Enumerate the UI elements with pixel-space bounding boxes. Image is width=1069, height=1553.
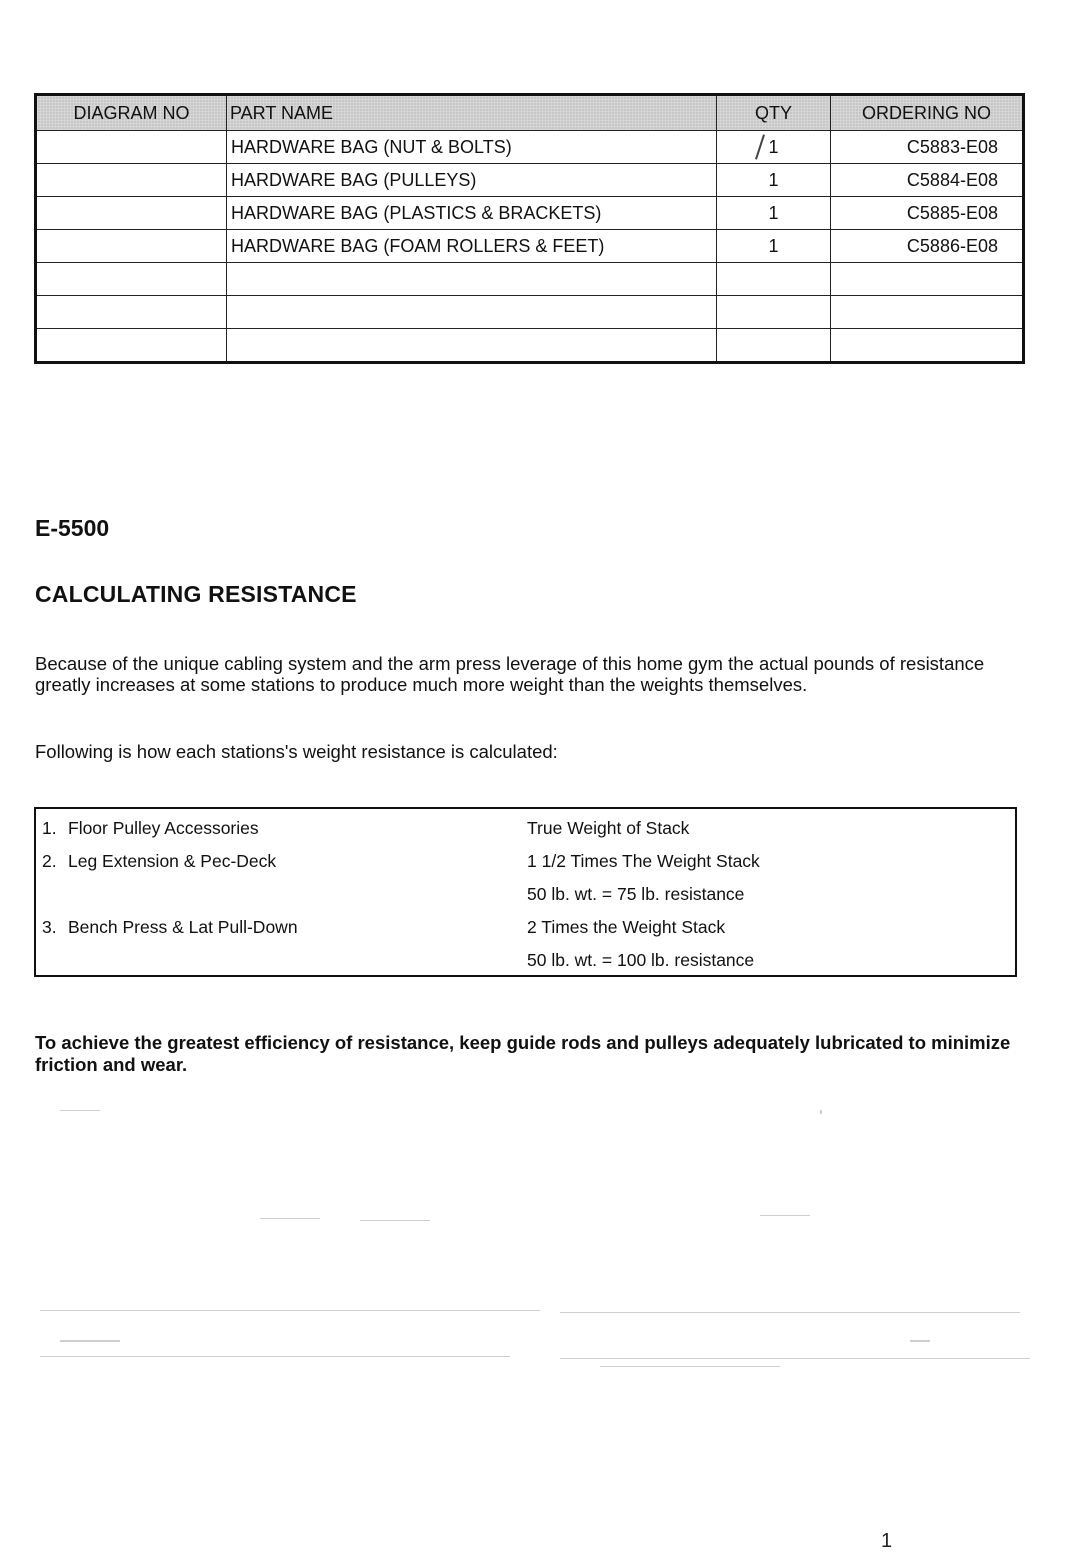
resistance-row: [36, 809, 1015, 842]
section-title: CALCULATING RESISTANCE: [35, 581, 357, 607]
station-number: 3.: [42, 917, 57, 937]
header-qty: QTY: [717, 95, 831, 131]
resistance-row: [36, 842, 1015, 875]
header-diagram-no: DIAGRAM NO: [36, 95, 227, 131]
cell-part-name: HARDWARE BAG (PLASTICS & BRACKETS): [227, 197, 717, 230]
cell-ordering-no: C5883-E08: [831, 131, 1024, 164]
page-number: 1: [881, 1530, 893, 1552]
station-name: Bench Press & Lat Pull-Down: [68, 917, 298, 937]
cell-part-name: [227, 263, 717, 296]
cell-diagram-no: [36, 230, 227, 263]
cell-ordering-no: [831, 329, 1024, 363]
station-cell: [42, 818, 259, 839]
header-part-name: PART NAME: [227, 95, 717, 131]
table-row: [36, 131, 1024, 164]
cell-diagram-no: [36, 296, 227, 329]
cell-qty-value: 1: [768, 136, 779, 157]
cell-ordering-no: C5886-E08: [831, 230, 1024, 263]
cell-part-name: HARDWARE BAG (PULLEYS): [227, 164, 717, 197]
resistance-calculation: 50 lb. wt. = 75 lb. resistance: [527, 884, 745, 904]
closing-paragraph: To achieve the greatest efficiency of resistance, keep guide rods and pulleys adequately lubricated to minimize friction and wear.: [35, 1032, 1011, 1075]
cell-diagram-no: [36, 263, 227, 296]
header-ordering-no: ORDERING NO: [831, 95, 1024, 131]
cell-qty: 1: [717, 197, 831, 230]
parts-table-header: [36, 95, 1024, 131]
cell-qty: 1: [717, 230, 831, 263]
station-name: Leg Extension & Pec-Deck: [68, 851, 277, 871]
cell-ordering-no: C5885-E08: [831, 197, 1024, 230]
cell-ordering-no: [831, 263, 1024, 296]
cell-part-name: [227, 329, 717, 363]
parts-table: [34, 93, 1025, 364]
station-cell: [42, 950, 68, 971]
resistance-calculation: 1 1/2 Times The Weight Stack: [527, 851, 760, 871]
model-number: E-5500: [35, 515, 110, 541]
cell-part-name: HARDWARE BAG (FOAM ROLLERS & FEET): [227, 230, 717, 263]
cell-qty: [717, 131, 831, 164]
station-cell: [42, 884, 68, 905]
resistance-table: [34, 807, 1017, 977]
station-cell: [42, 917, 298, 938]
station-cell: [42, 851, 276, 872]
resistance-calculation: True Weight of Stack: [527, 818, 690, 838]
cell-diagram-no: [36, 329, 227, 363]
cell-diagram-no: [36, 131, 227, 164]
table-row: [36, 230, 1024, 263]
cell-qty: [717, 329, 831, 363]
cell-qty: [717, 296, 831, 329]
cell-ordering-no: [831, 296, 1024, 329]
cell-part-name: HARDWARE BAG (NUT & BOLTS): [227, 131, 717, 164]
station-number: 2.: [42, 851, 57, 871]
resistance-calculation: 50 lb. wt. = 100 lb. resistance: [527, 950, 755, 970]
table-row: [36, 164, 1024, 197]
cell-qty: 1: [717, 164, 831, 197]
resistance-row: [36, 875, 1015, 908]
following-text: Following is how each stations's weight resistance is calculated:: [35, 741, 558, 762]
table-row: [36, 263, 1024, 296]
intro-paragraph: Because of the unique cabling system and the arm press leverage of this home gym the actual pounds of resistance greatly increases at some stations to produce much more weight than the weights themselves.: [35, 653, 985, 695]
handwritten-tick-mark: [756, 134, 766, 159]
resistance-row: [36, 941, 1015, 974]
cell-qty: [717, 263, 831, 296]
resistance-calculation: 2 Times the Weight Stack: [527, 917, 726, 937]
resistance-row: [36, 908, 1015, 941]
scan-noise-decoration: [0, 1090, 1069, 1410]
station-name: Floor Pulley Accessories: [68, 818, 259, 838]
cell-diagram-no: [36, 164, 227, 197]
station-number: 1.: [42, 818, 57, 838]
table-row: [36, 197, 1024, 230]
cell-ordering-no: C5884-E08: [831, 164, 1024, 197]
table-row: [36, 329, 1024, 363]
cell-diagram-no: [36, 197, 227, 230]
table-row: [36, 296, 1024, 329]
cell-part-name: [227, 296, 717, 329]
